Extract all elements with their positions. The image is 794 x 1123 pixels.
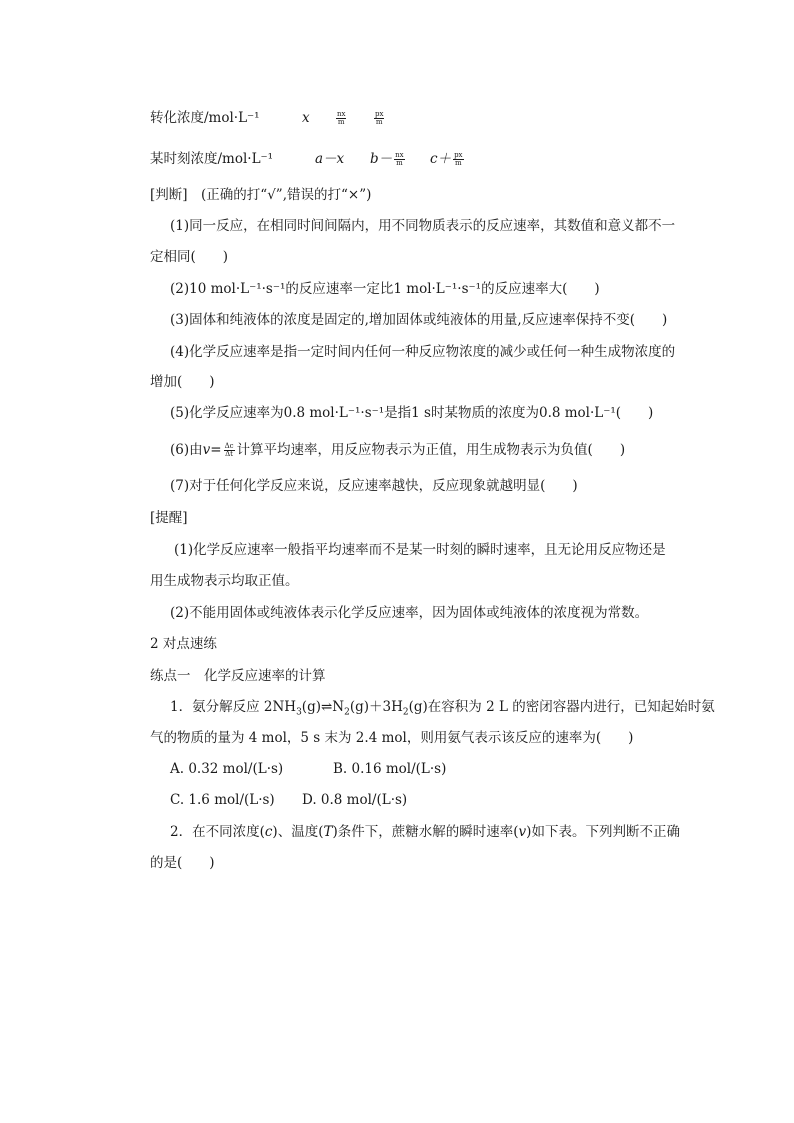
tip-heading: [提醒] — [150, 510, 188, 526]
fraction-c: $\frac{px}{m}$ — [375, 110, 384, 126]
row-label: 转化浓度/mol·L⁻¹ — [150, 110, 260, 126]
tip-1-line1: (1)化学反应速率一般指平均速率而不是某一时刻的瞬时速率，且无论用反应物还是 — [174, 542, 666, 558]
question-2-line1: 2．在不同浓度(c)、温度(T)条件下，蔗糖水解的瞬时速率(v)如下表。下列判断不正确 — [170, 824, 680, 840]
judge-q7: (7)对于任何化学反应来说，反应速率越快，反应现象就越明显( ) — [170, 478, 578, 494]
option-c[interactable]: C. 1.6 mol/(L·s) — [170, 792, 275, 808]
option-d[interactable]: D. 0.8 mol/(L·s) — [302, 792, 408, 808]
judge-q3: (3)固体和纯液体的浓度是固定的,增加固体或纯液体的用量,反应速率保持不变( ) — [170, 312, 668, 328]
fraction-b: $\frac{nx}{m}$ — [337, 110, 346, 126]
term-b: b－ $\frac{nx}{m}$ — [370, 151, 404, 167]
question-1-line2: 气的物质的量为 4 mol，5 s 末为 2.4 mol，则用氨气表示该反应的速率为( ) — [150, 730, 634, 746]
judge-q1-line2: 定相同( ) — [150, 249, 229, 265]
tip-1-line2: 用生成物表示均取正值。 — [150, 573, 299, 589]
judge-heading: [判断] (正确的打“√”,错误的打“×”) — [150, 187, 372, 203]
section-subtitle: 练点一 化学反应速率的计算 — [150, 668, 326, 684]
question-2-line2: 的是( ) — [150, 855, 215, 871]
term-a: a－x — [315, 151, 345, 167]
moment-concentration-row — [150, 149, 463, 169]
option-a[interactable]: A. 0.32 mol/(L·s) — [170, 761, 284, 777]
judge-q4-line1: (4)化学反应速率是指一定时间内任何一种反应物浓度的减少或任何一种生成物浓度的 — [170, 344, 676, 360]
judge-q1-line1: (1)同一反应，在相同时间间隔内，用不同物质表示的反应速率，其数值和意义都不一 — [170, 218, 676, 234]
question-1-line1: 1．氨分解反应 $2NH_3(g)\rightleftharpoons N_2(g)+3H_2(g)$在容积为 2 L 的密闭容器内进行，已知起始时氨 — [170, 699, 715, 718]
judge-q2: (2)10 mol·L⁻¹·s⁻¹的反应速率一定比1 mol·L⁻¹·s⁻¹的反应速率大( ) — [170, 281, 600, 297]
judge-q4-line2: 增加( ) — [150, 374, 215, 390]
option-b[interactable]: B. 0.16 mol/(L·s) — [333, 761, 447, 777]
term-c: c＋ $\frac{px}{m}$ — [430, 151, 463, 167]
section-title: 2 对点速练 — [150, 636, 217, 652]
judge-q5: (5)化学反应速率为0.8 mol·L⁻¹·s⁻¹是指1 s时某物质的浓度为0.8 mol·L⁻¹( ) — [170, 405, 654, 421]
conversion-concentration-row — [150, 108, 384, 128]
term-a: x — [302, 110, 310, 126]
tip-2: (2)不能用固体或纯液体表示化学反应速率，因为固体或纯液体的浓度视为常数。 — [170, 605, 649, 621]
judge-q6: (6)由v= $\frac{\Delta c}{\Delta t}$ 计算平均速率，用反应物表示为正值，用生成物表示为负值( ) — [170, 442, 626, 458]
row-label: 某时刻浓度/mol·L⁻¹ — [150, 151, 274, 167]
